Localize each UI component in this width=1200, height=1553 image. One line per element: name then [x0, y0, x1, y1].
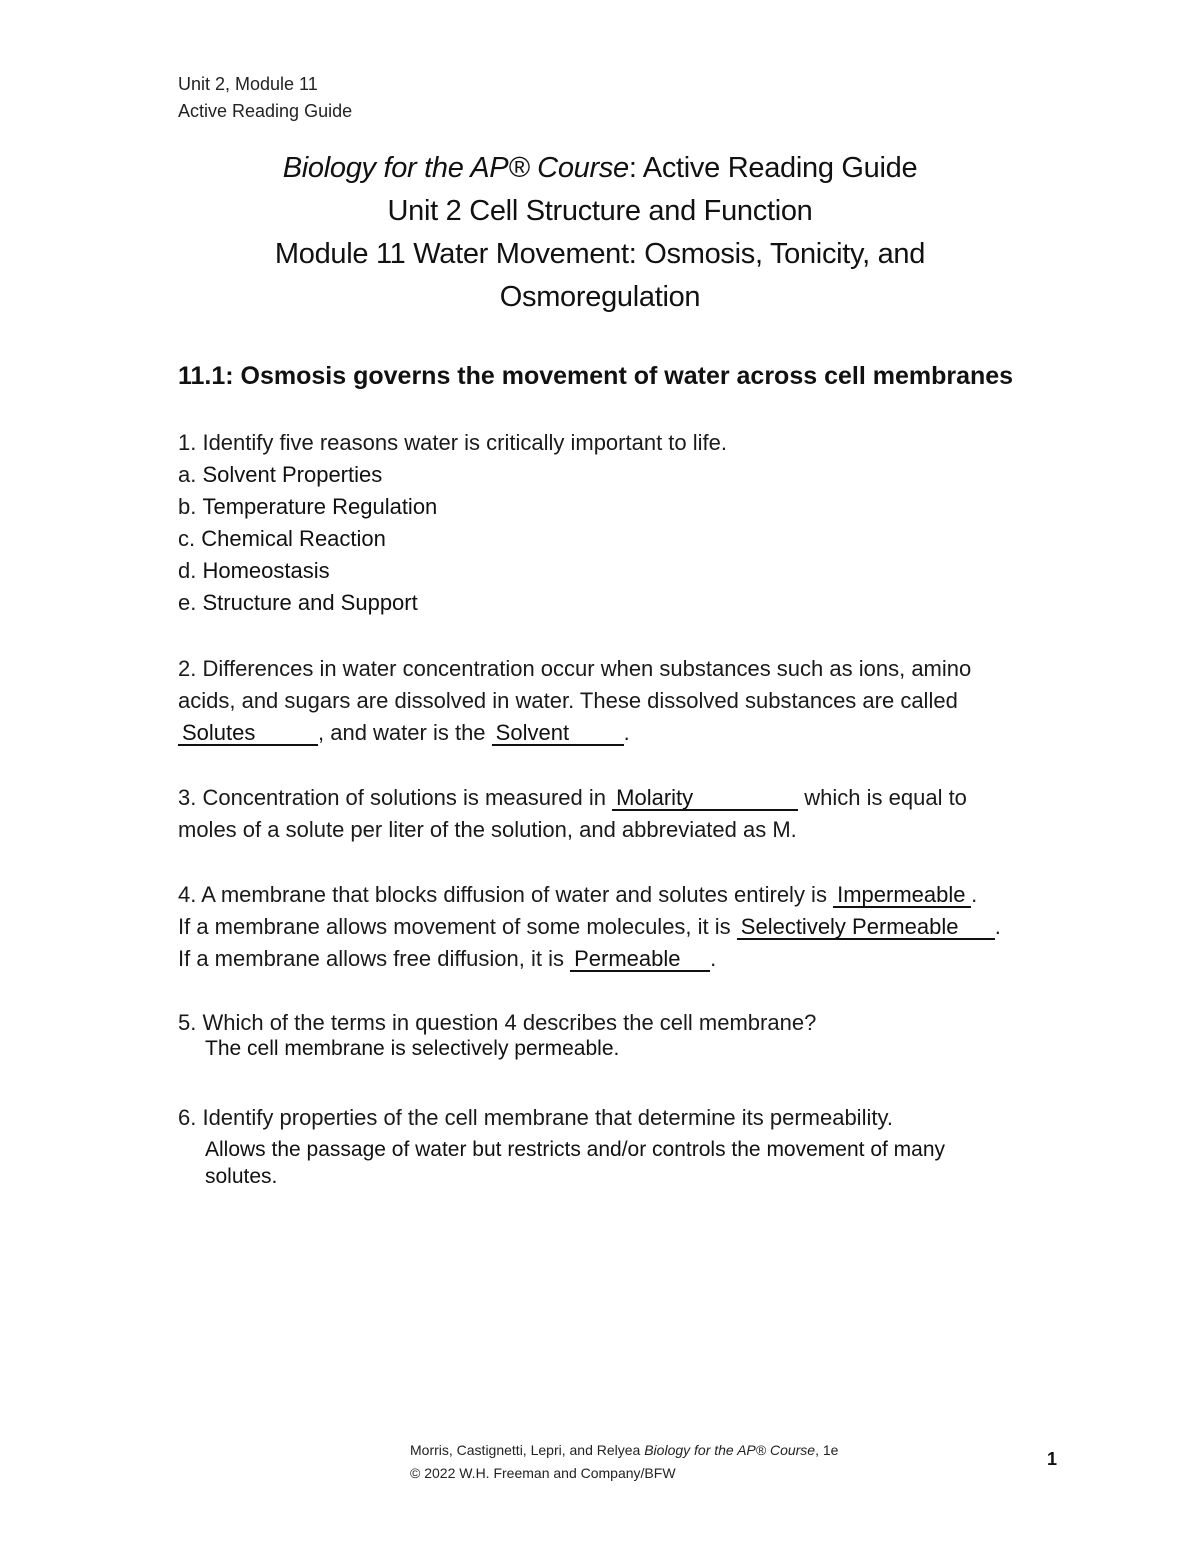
q4-l3-end: . [710, 946, 717, 971]
q2-mid-text: , and water is the [318, 720, 486, 745]
unit-title: Unit 2 Cell Structure and Function [387, 195, 813, 227]
q2-line2: acids, and sugars are dissolved in water. These dissolved substances are called [178, 688, 958, 713]
q4-blank-impermeable: Impermeable [833, 884, 971, 908]
q2-end: . [623, 720, 630, 745]
q3-post: which is equal to [804, 785, 967, 810]
q1-answer: Solvent Properties [202, 462, 383, 487]
q6-answer-line1: Allows the passage of water but restricts and/or controls the movement of many [205, 1138, 946, 1161]
q4-l2-end: . [994, 914, 1001, 939]
header-guide-label: Active Reading Guide [178, 101, 353, 121]
q6-prompt: 6. Identify properties of the cell membrane that determine its permeability. [178, 1105, 893, 1130]
q1-item-c [178, 526, 386, 552]
q1-answer: Structure and Support [202, 590, 418, 615]
book-title-italic: Biology for the AP® Course [282, 152, 629, 184]
q2-line3 [178, 720, 630, 746]
q1-prompt: 1. Identify five reasons water is critically important to life. [178, 430, 727, 455]
q4-line1 [178, 882, 977, 908]
q1-item-b [178, 494, 437, 520]
q1-item-d [178, 558, 330, 584]
footer-authors: Morris, Castignetti, Lepri, and Relyea [410, 1442, 645, 1458]
q4-l1-end: . [971, 882, 978, 907]
module-title-line2: Osmoregulation [499, 281, 701, 313]
q5-prompt: 5. Which of the terms in question 4 describes the cell membrane? [178, 1010, 817, 1035]
q1-item-a [178, 462, 382, 488]
q3-line2: moles of a solute per liter of the solution, and abbreviated as M. [178, 817, 797, 842]
q3-line1 [178, 785, 967, 811]
q4-blank-selectively-permeable: Selectively Permeable [737, 916, 995, 940]
q4-line2 [178, 914, 1001, 940]
footer-edition: , 1e [815, 1442, 839, 1458]
q3-pre: 3. Concentration of solutions is measured in [178, 785, 607, 810]
q1-letter: a. [178, 462, 197, 487]
q4-line3 [178, 946, 716, 972]
q1-answer: Homeostasis [202, 558, 330, 583]
book-title-rest: : Active Reading Guide [628, 152, 918, 184]
section-heading: 11.1: Osmosis governs the movement of water across cell membranes [178, 362, 1014, 390]
q3-blank-molarity: Molarity [612, 787, 798, 811]
q4-blank-permeable: Permeable [570, 948, 710, 972]
footer-citation [410, 1442, 838, 1458]
q1-letter: c. [178, 526, 196, 551]
q1-answer: Temperature Regulation [202, 494, 438, 519]
q4-l1-pre: 4. A membrane that blocks diffusion of water and solutes entirely is [178, 882, 827, 907]
footer-copyright: © 2022 W.H. Freeman and Company/BFW [410, 1465, 676, 1481]
q2-blank-solvent: Solvent [492, 722, 624, 746]
q1-item-e [178, 590, 418, 616]
header-unit-module: Unit 2, Module 11 [178, 74, 318, 94]
q5-answer: The cell membrane is selectively permeable. [205, 1037, 620, 1060]
q2-blank-solutes: Solutes [178, 722, 318, 746]
page-number: 1 [1047, 1449, 1058, 1469]
q4-l3-pre: If a membrane allows free diffusion, it is [178, 946, 564, 971]
q1-answer: Chemical Reaction [201, 526, 386, 551]
q1-letter: b. [178, 494, 197, 519]
q1-letter: d. [178, 558, 197, 583]
document-title [0, 152, 1200, 185]
q1-letter: e. [178, 590, 197, 615]
q4-l2-pre: If a membrane allows movement of some molecules, it is [178, 914, 731, 939]
footer-book-title: Biology for the AP® Course [644, 1442, 816, 1458]
module-title-line1: Module 11 Water Movement: Osmosis, Tonicity, and [274, 238, 926, 270]
q2-line1: 2. Differences in water concentration occur when substances such as ions, amino [178, 656, 972, 681]
q6-answer-line2: solutes. [205, 1165, 278, 1188]
